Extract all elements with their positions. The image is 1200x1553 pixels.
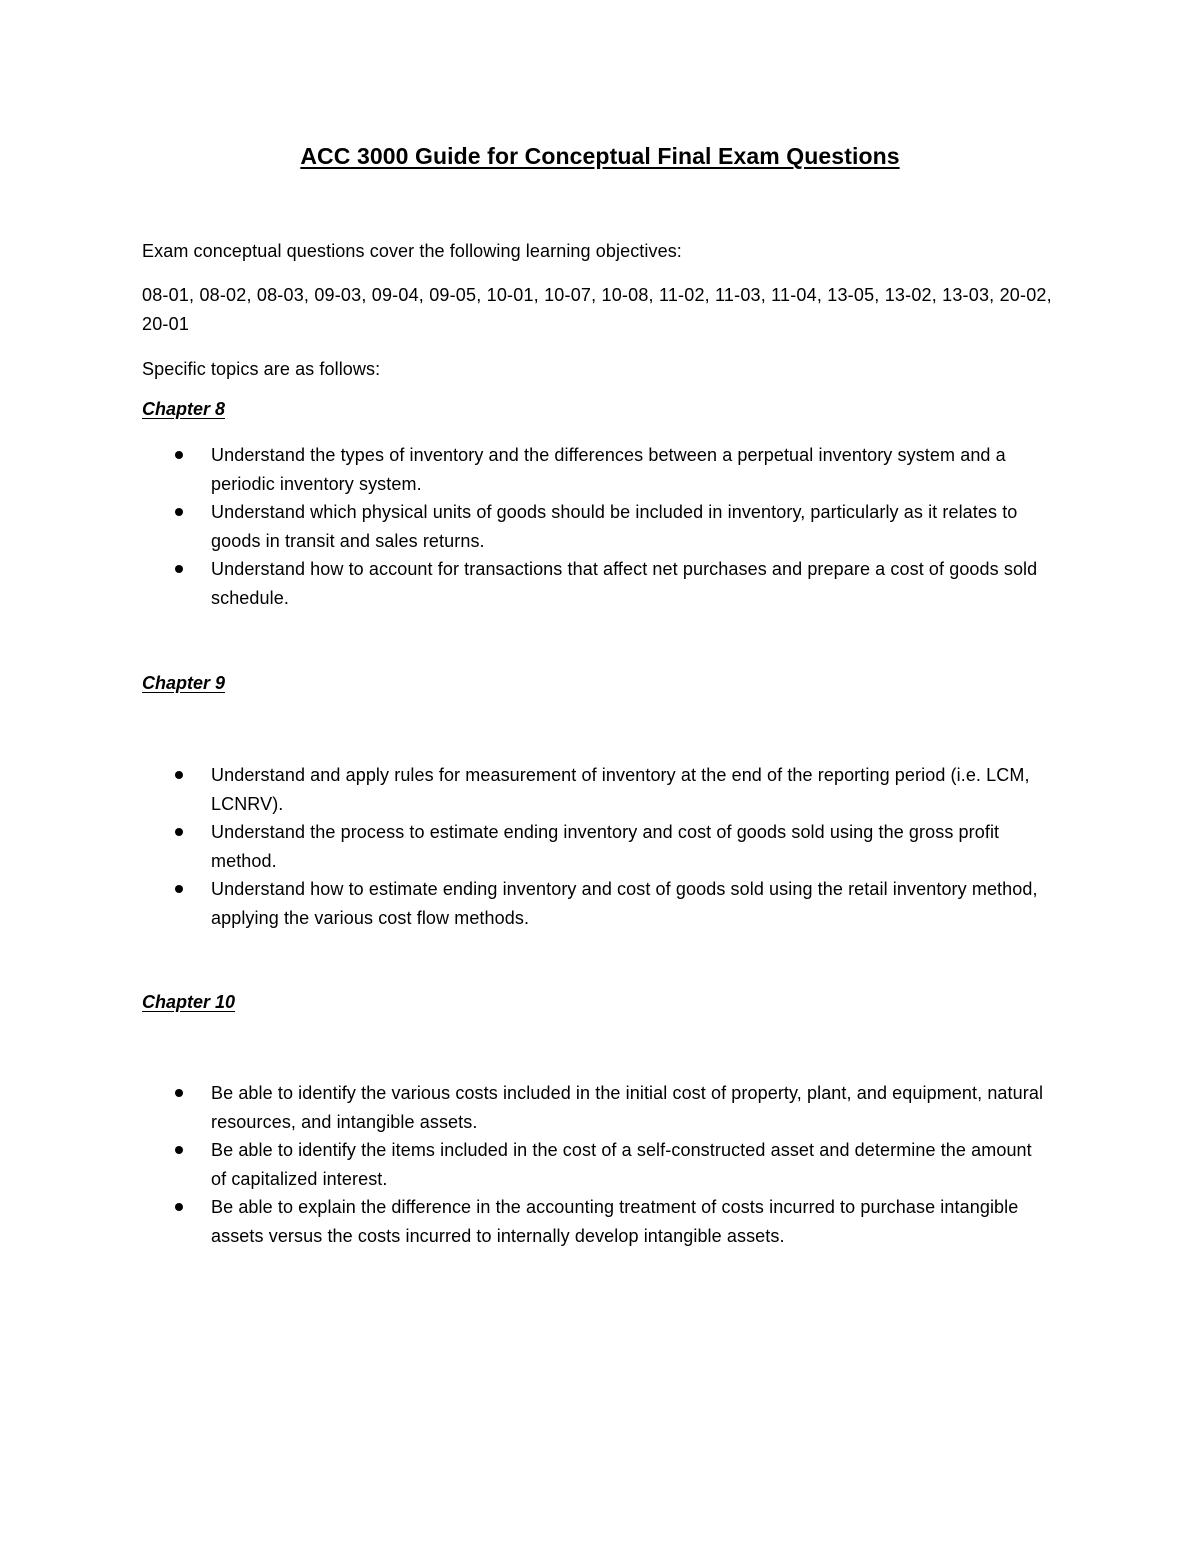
list-item-text: Understand the process to estimate ending inventory and cost of goods sold using the gross profit method. bbox=[211, 822, 1000, 871]
list-item bbox=[0, 1136, 1200, 1193]
list-item bbox=[0, 761, 1200, 818]
list-item-text: Understand the types of inventory and the differences between a perpetual inventory system and a periodic inventory system. bbox=[211, 445, 1006, 494]
list-item-text: Understand how to account for transactions that affect net purchases and prepare a cost of goods sold schedule. bbox=[211, 559, 1038, 608]
list-item bbox=[0, 555, 1200, 612]
list-item-text: Understand which physical units of goods should be included in inventory, particularly as it relates to goods in transit and sales returns. bbox=[211, 502, 1018, 551]
bullet-icon bbox=[175, 1146, 183, 1154]
bullet-icon bbox=[175, 885, 183, 893]
chapter-8-heading: Chapter 8 bbox=[142, 399, 226, 419]
list-item-text: Understand how to estimate ending inventory and cost of goods sold using the retail inventory method, applying the various cost flow methods. bbox=[211, 879, 1038, 928]
bullet-icon bbox=[175, 1089, 183, 1097]
list-item-text: Understand and apply rules for measurement of inventory at the end of the reporting period (i.e. LCM, LCNRV). bbox=[211, 765, 1030, 814]
list-item bbox=[0, 498, 1200, 555]
bullet-icon bbox=[175, 771, 183, 779]
bullet-icon bbox=[175, 828, 183, 836]
list-item bbox=[0, 441, 1200, 498]
document-title: ACC 3000 Guide for Conceptual Final Exam Questions bbox=[300, 143, 900, 169]
bullet-icon bbox=[175, 1203, 183, 1211]
chapter-9-heading: Chapter 9 bbox=[142, 673, 226, 693]
bullet-icon bbox=[175, 451, 183, 459]
chapter-10-topic-list bbox=[0, 1079, 1200, 1250]
list-item-text: Be able to identify the various costs included in the initial cost of property, plant, and equipment, natural resources, and intangible assets. bbox=[211, 1083, 1044, 1132]
chapter-8-topic-list bbox=[0, 441, 1200, 612]
intro-text: Exam conceptual questions cover the following learning objectives: bbox=[142, 241, 682, 261]
learning-objectives-list: 08-01, 08-02, 08-03, 09-03, 09-04, 09-05, 10-01, 10-07, 10-08, 11-02, 11-03, 11-04, 13-05, 13-02, 13-03, 20-02, 20-01 bbox=[142, 285, 1052, 334]
list-item-text: Be able to explain the difference in the accounting treatment of costs incurred to purchase intangible assets versus the costs incurred to internally develop intangible assets. bbox=[211, 1197, 1019, 1246]
list-item bbox=[0, 1193, 1200, 1250]
list-item bbox=[0, 1079, 1200, 1136]
chapter-10-heading: Chapter 10 bbox=[142, 992, 236, 1012]
chapter-9-topic-list bbox=[0, 761, 1200, 932]
list-item bbox=[0, 875, 1200, 932]
list-item-text: Be able to identify the items included in the cost of a self-constructed asset and determine the amount of capitalized interest. bbox=[211, 1140, 1032, 1189]
topics-heading: Specific topics are as follows: bbox=[142, 359, 381, 379]
bullet-icon bbox=[175, 565, 183, 573]
list-item bbox=[0, 818, 1200, 875]
bullet-icon bbox=[175, 508, 183, 516]
